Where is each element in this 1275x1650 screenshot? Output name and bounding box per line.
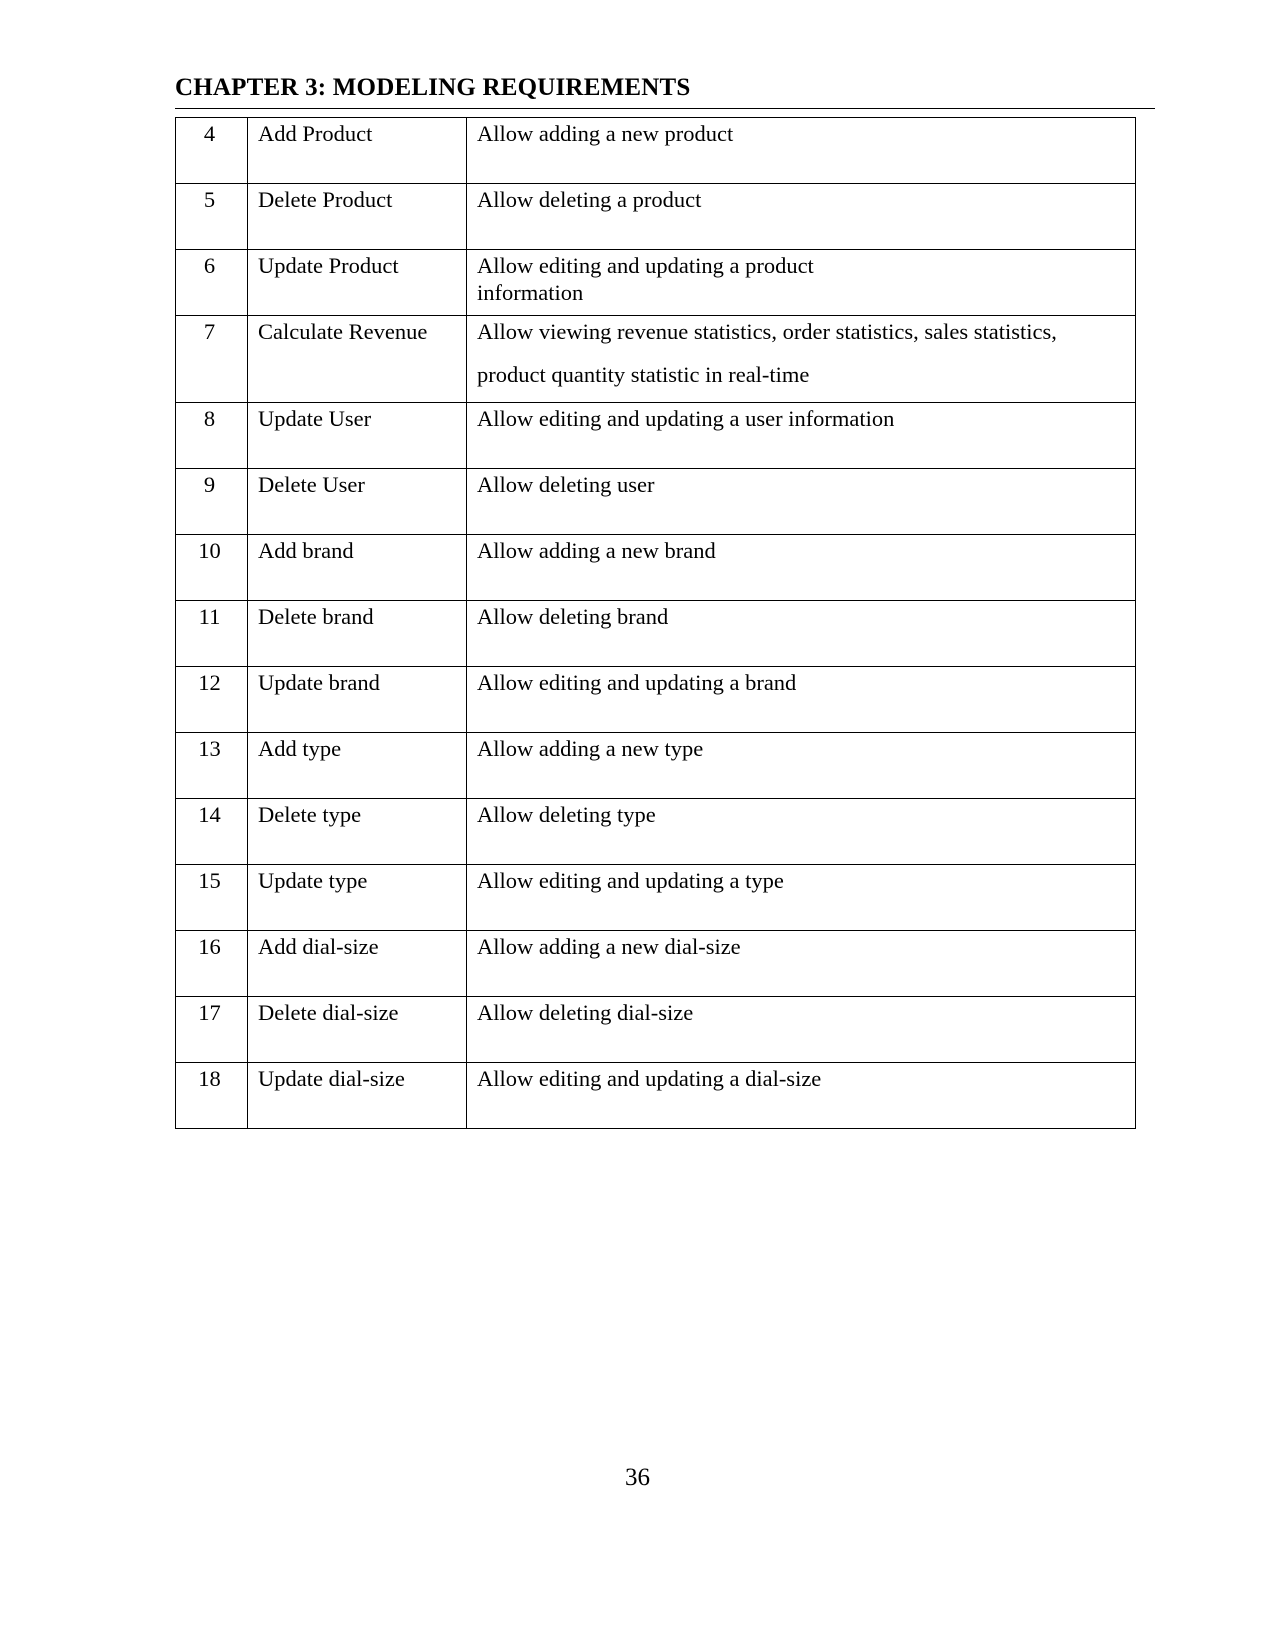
table-row	[176, 184, 1136, 250]
function-name: Delete Product	[248, 184, 467, 250]
function-description	[467, 601, 1136, 667]
table-row	[176, 469, 1136, 535]
function-description	[467, 184, 1136, 250]
page-number: 36	[625, 1464, 650, 1491]
function-name: Delete type	[248, 799, 467, 865]
table-row	[176, 250, 1136, 316]
row-number: 7	[176, 316, 248, 403]
row-number: 13	[176, 733, 248, 799]
table-row	[176, 733, 1136, 799]
requirements-table	[175, 117, 1136, 1129]
table-row	[176, 118, 1136, 184]
function-description	[467, 118, 1136, 184]
description-text: Allow deleting a product	[477, 187, 702, 212]
row-number: 17	[176, 997, 248, 1063]
function-name: Delete brand	[248, 601, 467, 667]
row-number: 18	[176, 1063, 248, 1129]
description-text: Allow editing and updating a dial-size	[477, 1066, 822, 1091]
description-text-line2: product quantity statistic in real-time	[477, 362, 810, 387]
function-name: Update type	[248, 865, 467, 931]
description-text: Allow adding a new product	[477, 121, 734, 146]
table-row	[176, 865, 1136, 931]
description-text-line2: information	[477, 280, 584, 305]
row-number: 15	[176, 865, 248, 931]
row-number: 14	[176, 799, 248, 865]
function-name: Add brand	[248, 535, 467, 601]
chapter-title: CHAPTER 3: MODELING REQUIREMENTS	[175, 74, 691, 101]
description-text: Allow adding a new type	[477, 736, 704, 761]
table-row	[176, 931, 1136, 997]
description-text: Allow viewing revenue statistics, order statistics, sales statistics,	[477, 319, 1057, 344]
function-name: Add dial-size	[248, 931, 467, 997]
table-row	[176, 997, 1136, 1063]
table-row	[176, 535, 1136, 601]
function-description	[467, 1063, 1136, 1129]
description-text: Allow deleting dial-size	[477, 1000, 694, 1025]
description-text: Allow editing and updating a type	[477, 868, 784, 893]
function-description	[467, 733, 1136, 799]
function-description	[467, 469, 1136, 535]
function-name: Delete dial-size	[248, 997, 467, 1063]
chapter-header	[175, 72, 1155, 109]
function-name: Update dial-size	[248, 1063, 467, 1129]
row-number: 10	[176, 535, 248, 601]
function-description	[467, 250, 1136, 316]
function-name: Update brand	[248, 667, 467, 733]
row-number: 4	[176, 118, 248, 184]
function-description	[467, 403, 1136, 469]
row-number: 12	[176, 667, 248, 733]
function-name: Add Product	[248, 118, 467, 184]
row-number: 16	[176, 931, 248, 997]
description-text: Allow editing and updating a user information	[477, 406, 895, 431]
function-description	[467, 667, 1136, 733]
description-text: Allow deleting user	[477, 472, 655, 497]
description-text: Allow deleting type	[477, 802, 656, 827]
row-number: 11	[176, 601, 248, 667]
function-description	[467, 997, 1136, 1063]
table-row	[176, 601, 1136, 667]
table-row	[176, 403, 1136, 469]
row-number: 9	[176, 469, 248, 535]
description-text: Allow adding a new brand	[477, 538, 716, 563]
description-text: Allow adding a new dial-size	[477, 934, 741, 959]
row-number: 5	[176, 184, 248, 250]
description-text: Allow editing and updating a brand	[477, 670, 797, 695]
function-description	[467, 535, 1136, 601]
function-description	[467, 865, 1136, 931]
function-name: Delete User	[248, 469, 467, 535]
function-name: Update User	[248, 403, 467, 469]
function-name: Add type	[248, 733, 467, 799]
row-number: 6	[176, 250, 248, 316]
row-number: 8	[176, 403, 248, 469]
table-row	[176, 799, 1136, 865]
table-row	[176, 1063, 1136, 1129]
table-row	[176, 667, 1136, 733]
function-description	[467, 931, 1136, 997]
function-name: Calculate Revenue	[248, 316, 467, 403]
function-description	[467, 799, 1136, 865]
function-name: Update Product	[248, 250, 467, 316]
table-row	[176, 316, 1136, 403]
function-description	[467, 316, 1136, 403]
description-text: Allow deleting brand	[477, 604, 669, 629]
description-text: Allow editing and updating a product	[477, 253, 814, 278]
